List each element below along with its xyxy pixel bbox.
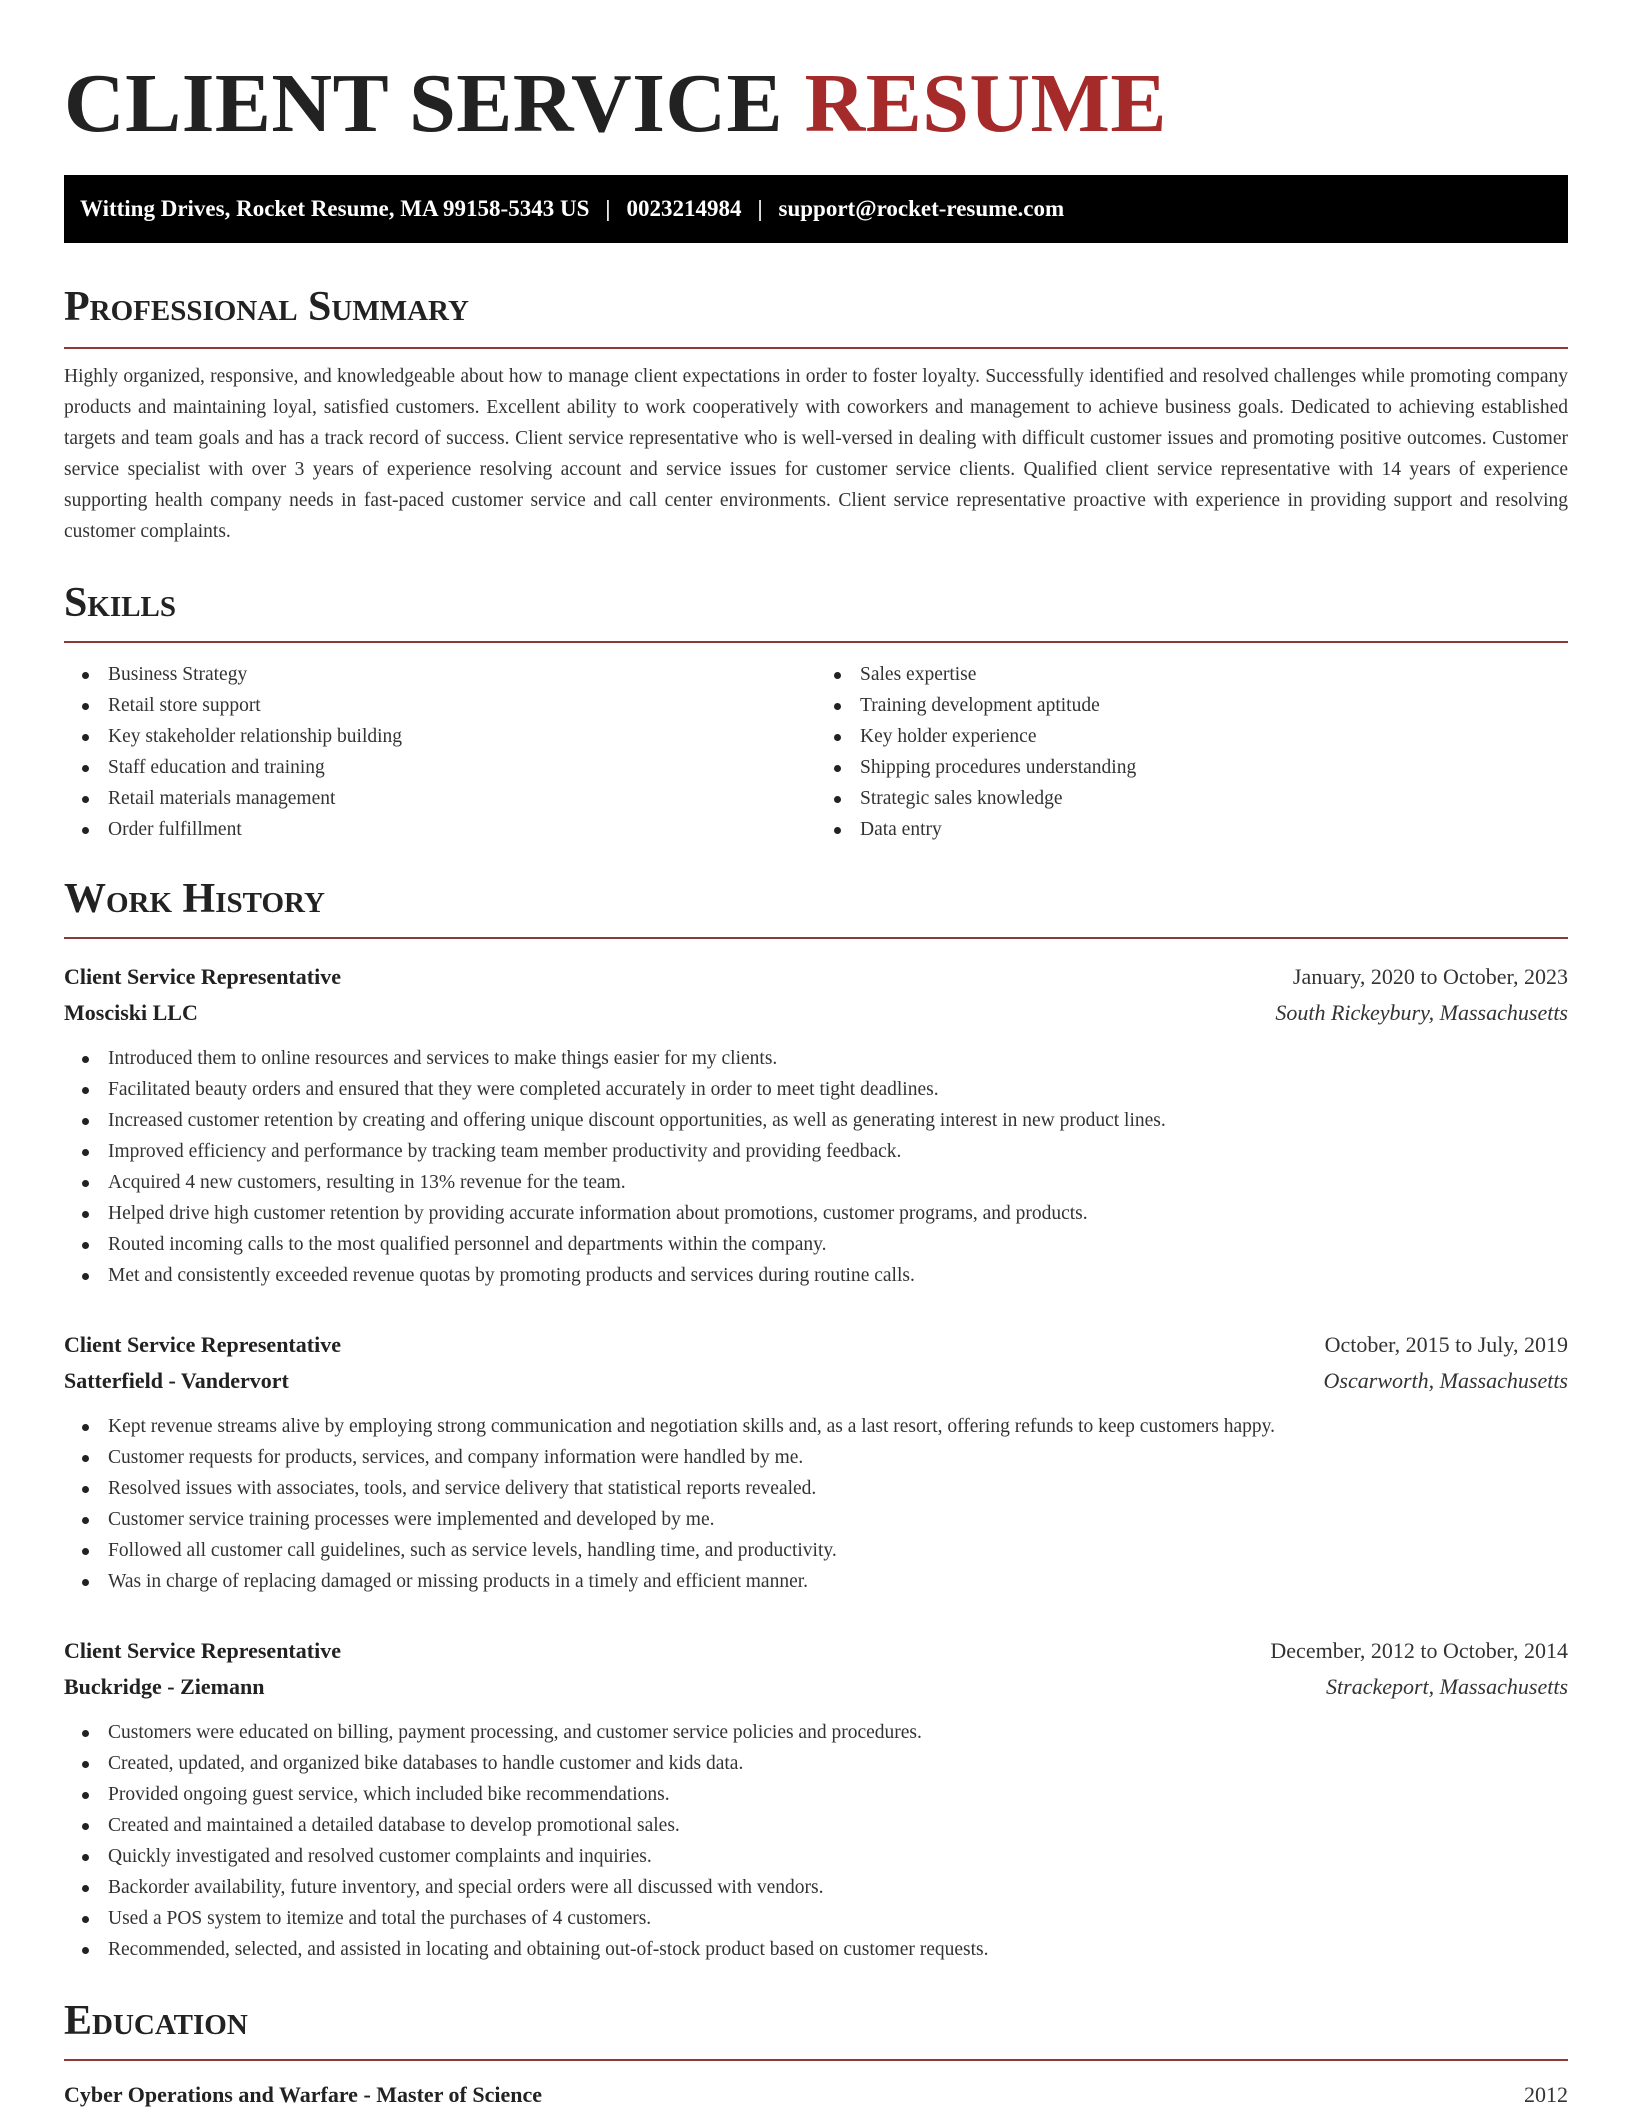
contact-separator: | (757, 196, 763, 221)
job-bullet: Was in charge of replacing damaged or missing products in a timely and efficient manner. (64, 1566, 1568, 1597)
job-dates: December, 2012 to October, 2014 (1270, 1638, 1568, 1663)
contact-address: Witting Drives, Rocket Resume, MA 99158-5343 US (80, 196, 590, 221)
skill-item: Data entry (816, 814, 1568, 845)
skill-item: Training development aptitude (816, 690, 1568, 721)
job-header-row (64, 1327, 1568, 1363)
contact-bar (64, 175, 1568, 243)
job-title: Client Service Representative (64, 1332, 341, 1357)
skill-item: Order fulfillment (64, 814, 816, 845)
skill-item: Sales expertise (816, 659, 1568, 690)
job-bullet: Provided ongoing guest service, which included bike recommendations. (64, 1779, 1568, 1810)
work-history-section (64, 873, 1568, 1965)
job-company-row (64, 995, 1568, 1031)
job-location: South Rickeybury, Massachusetts (1275, 1000, 1568, 1025)
skill-item: Strategic sales knowledge (816, 783, 1568, 814)
skill-item: Shipping procedures understanding (816, 752, 1568, 783)
skills-section (64, 577, 1568, 845)
education-degree: Cyber Operations and Warfare - Master of Science (64, 2082, 543, 2107)
job-bullet: Kept revenue streams alive by employing strong communication and negotiation skills and, as a last resort, offering refunds to keep customers happy. (64, 1411, 1568, 1442)
skill-item: Retail materials management (64, 783, 816, 814)
job-bullet: Customer service training processes were implemented and developed by me. (64, 1504, 1568, 1535)
job-title: Client Service Representative (64, 964, 341, 989)
job-dates: October, 2015 to July, 2019 (1324, 1332, 1568, 1357)
skills-list-left (64, 659, 816, 845)
section-heading-skills: Skills (64, 580, 177, 626)
contact-phone: 0023214984 (626, 196, 742, 221)
job-company: Satterfield - Vandervort (64, 1368, 289, 1393)
title-main: CLIENT SERVICE (64, 57, 784, 150)
job-bullet: Routed incoming calls to the most qualified personnel and departments within the company. (64, 1229, 1568, 1260)
job-title: Client Service Representative (64, 1638, 341, 1663)
section-heading-work: Work History (64, 876, 325, 922)
job-bullet: Facilitated beauty orders and ensured that they were completed accurately in order to meet tight deadlines. (64, 1074, 1568, 1105)
job-bullet: Created, updated, and organized bike databases to handle customer and kids data. (64, 1748, 1568, 1779)
job-bullet: Used a POS system to itemize and total the purchases of 4 customers. (64, 1903, 1568, 1934)
job-company-row (64, 1669, 1568, 1705)
skill-item: Business Strategy (64, 659, 816, 690)
job-bullet: Customer requests for products, services, and company information were handled by me. (64, 1442, 1568, 1473)
contact-email: support@rocket-resume.com (778, 196, 1065, 221)
skill-item: Key holder experience (816, 721, 1568, 752)
education-year: 2012 (1524, 2082, 1568, 2107)
job-dates: January, 2020 to October, 2023 (1292, 964, 1568, 989)
skill-item: Retail store support (64, 690, 816, 721)
job-entry (64, 959, 1568, 1291)
job-company: Mosciski LLC (64, 1000, 198, 1025)
job-header-row (64, 1633, 1568, 1669)
job-entry (64, 1633, 1568, 1965)
job-bullet: Quickly investigated and resolved customer complaints and inquiries. (64, 1841, 1568, 1872)
section-divider (64, 641, 1568, 643)
education-section (64, 1995, 1568, 2111)
job-company-row (64, 1363, 1568, 1399)
job-bullet: Created and maintained a detailed database to develop promotional sales. (64, 1810, 1568, 1841)
skills-grid (64, 659, 1568, 845)
job-bullet: Helped drive high customer retention by providing accurate information about promotions, customer programs, and products. (64, 1198, 1568, 1229)
job-bullets (64, 1043, 1568, 1291)
professional-summary-section (64, 281, 1568, 547)
job-bullet: Introduced them to online resources and services to make things easier for my clients. (64, 1043, 1568, 1074)
job-bullet: Customers were educated on billing, payment processing, and customer service policies and procedures. (64, 1717, 1568, 1748)
contact-separator: | (605, 196, 611, 221)
job-location: Strackeport, Massachusetts (1326, 1674, 1568, 1699)
job-entry (64, 1327, 1568, 1597)
job-bullet: Acquired 4 new customers, resulting in 13% revenue for the team. (64, 1167, 1568, 1198)
job-bullet: Recommended, selected, and assisted in locating and obtaining out-of-stock product based on customer requests. (64, 1934, 1568, 1965)
job-company: Buckridge - Ziemann (64, 1674, 265, 1699)
job-bullet: Increased customer retention by creating and offering unique discount opportunities, as well as generating interest in new product lines. (64, 1105, 1568, 1136)
job-bullet: Backorder availability, future inventory, and special orders were all discussed with vendors. (64, 1872, 1568, 1903)
job-bullet: Resolved issues with associates, tools, and service delivery that statistical reports revealed. (64, 1473, 1568, 1504)
job-bullets (64, 1717, 1568, 1965)
skill-item: Staff education and training (64, 752, 816, 783)
job-bullet: Met and consistently exceeded revenue quotas by promoting products and services during routine calls. (64, 1260, 1568, 1291)
job-location: Oscarworth, Massachusetts (1323, 1368, 1568, 1393)
title-accent: RESUME (804, 57, 1167, 150)
job-bullet: Followed all customer call guidelines, such as service levels, handling time, and productivity. (64, 1535, 1568, 1566)
section-heading-summary: Professional Summary (64, 284, 469, 330)
resume-title (64, 0, 1568, 152)
job-bullet: Improved efficiency and performance by tracking team member productivity and providing feedback. (64, 1136, 1568, 1167)
section-heading-education: Education (64, 1998, 248, 2044)
job-bullets (64, 1411, 1568, 1597)
job-header-row (64, 959, 1568, 995)
section-divider (64, 347, 1568, 349)
skill-item: Key stakeholder relationship building (64, 721, 816, 752)
education-entry (64, 2079, 1568, 2111)
skills-list-right (816, 659, 1568, 845)
section-divider (64, 937, 1568, 939)
summary-text: Highly organized, responsive, and knowledgeable about how to manage client expectations in order to foster loyalty. Successfully identified and resolved challenges while promoting company products and maintaining loyal, satisfied customers. Excellent ability to work cooperatively with coworkers and management to achieve business goals. Dedicated to achieving established targets and team goals and has a track record of success. Client service representative who is well-versed in dealing with difficult customer issues and promoting positive outcomes. Customer service specialist with over 3 years of experience resolving account and service issues for customer service clients. Qualified client service representative with 14 years of experience supporting health company needs in fast-paced customer service and call center environments. Client service representative proactive with experience in providing support and resolving customer complaints. (64, 366, 1568, 542)
section-divider (64, 2059, 1568, 2061)
